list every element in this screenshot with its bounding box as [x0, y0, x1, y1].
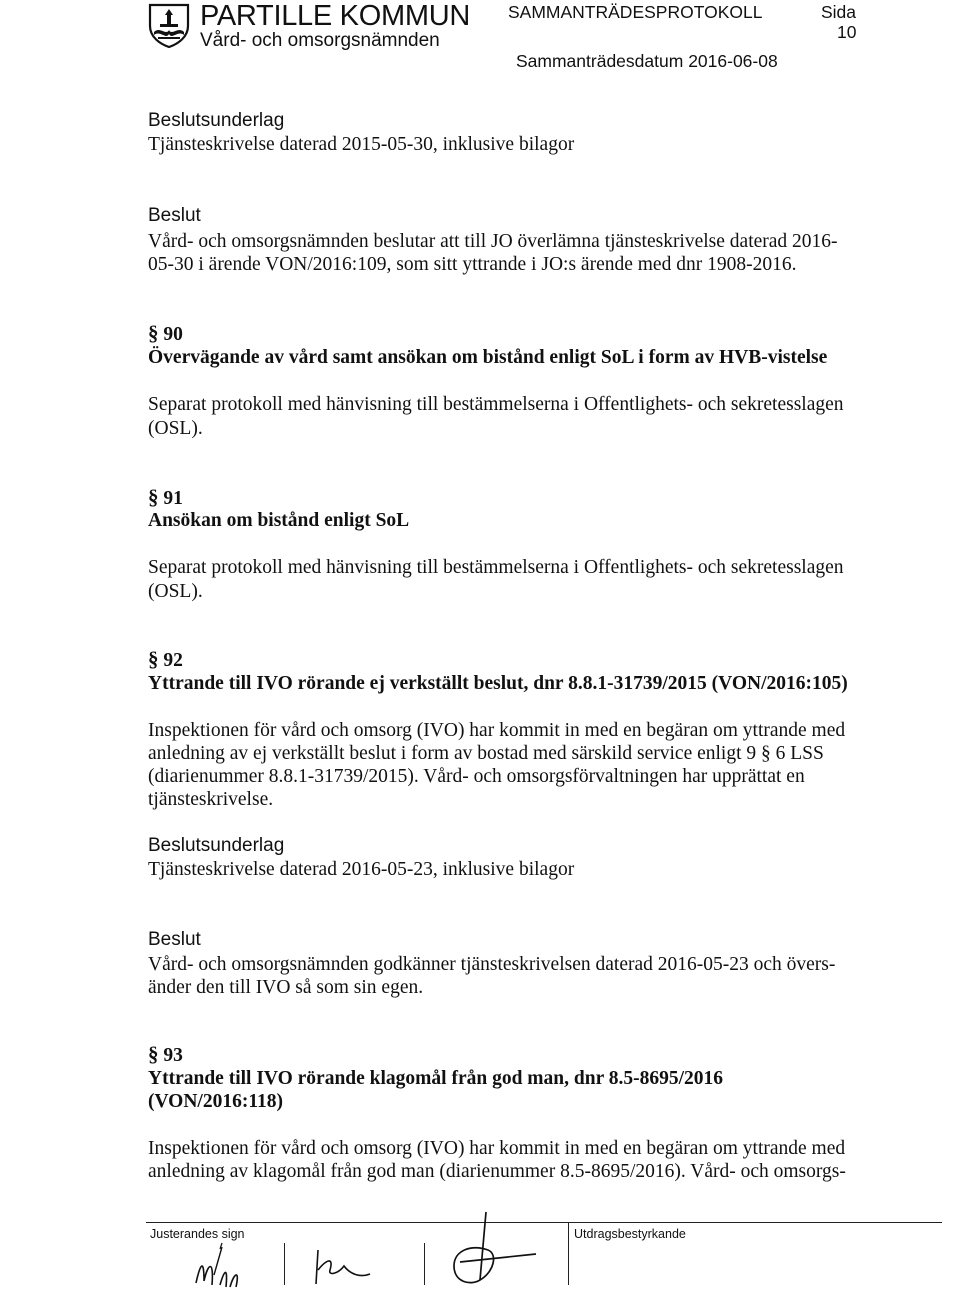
signature-initials-2: [310, 1240, 380, 1290]
section-title: (VON/2016:118): [148, 1091, 284, 1112]
section-number: [148, 648, 183, 672]
section-text-line: (diarienummer 8.8.1-31739/2015). Vård- och omsorgsförvaltningen har upprättat en: [148, 766, 805, 787]
section-title: Övervägande av vård samt ansökan om bistånd enligt SoL i form av HVB-vistelse: [148, 347, 828, 368]
basis-heading: Beslutsunderlag: [148, 835, 285, 856]
signature-initials-1: [190, 1235, 260, 1291]
signature-initials-3: [440, 1210, 540, 1292]
section-number-value: 91: [163, 488, 183, 509]
meeting-date-value: 2016-06-08: [688, 51, 778, 71]
decision-line: Vård- och omsorgsnämnden godkänner tjänsteskrivelsen daterad 2016-05-23 och övers-: [148, 954, 836, 975]
basis-text: Tjänsteskrivelse daterad 2016-05-23, inklusive bilagor: [148, 859, 575, 880]
section-number: [148, 322, 183, 346]
section-text-line: tjänsteskrivelse.: [148, 789, 274, 810]
section-text-line: (OSL).: [148, 418, 203, 439]
decision-line: Vård- och omsorgsnämnden beslutar att till JO överlämna tjänsteskrivelse daterad 2016-: [148, 231, 838, 252]
document-type: SAMMANTRÄDESPROTOKOLL: [508, 2, 763, 22]
page-label: Sida: [821, 2, 857, 22]
section-text-line: (OSL).: [148, 581, 203, 602]
section-text-line: Separat protokoll med hänvisning till bestämmelserna i Offentlighets- och sekretesslagen: [148, 394, 844, 415]
meeting-date-line: [516, 51, 778, 72]
section-text-line: Inspektionen för vård och omsorg (IVO) har kommit in med en begäran om yttrande med: [148, 1138, 846, 1159]
section-text-line: anledning av ej verkställt beslut i form av bostad med särskild service enligt 9 § 6 LSS: [148, 743, 824, 764]
basis-text: Tjänsteskrivelse daterad 2015-05-30, inklusive bilagor: [148, 134, 575, 155]
paragraph-symbol: §: [148, 485, 159, 509]
signature-separator: [284, 1243, 285, 1285]
decision-heading: Beslut: [148, 929, 201, 950]
section-title: Yttrande till IVO rörande klagomål från god man, dnr 8.5-8695/2016: [148, 1068, 724, 1089]
section-number-value: 90: [163, 324, 183, 345]
footer-divider: [568, 1223, 569, 1285]
section-number-value: 92: [163, 650, 183, 671]
section-title: Ansökan om bistånd enligt SoL: [148, 510, 410, 531]
section-number: [148, 1043, 183, 1067]
paragraph-symbol: §: [148, 1042, 159, 1066]
section-text-line: Separat protokoll med hänvisning till bestämmelserna i Offentlighets- och sekretesslagen: [148, 557, 844, 578]
department-name: Vård- och omsorgsnämnden: [200, 30, 440, 51]
coat-of-arms-logo: [146, 2, 192, 48]
decision-line: 05-30 i ärende VON/2016:109, som sitt yttrande i JO:s ärende med dnr 1908-2016.: [148, 254, 797, 275]
page-number: 10: [837, 22, 857, 42]
section-text-line: anledning av klagomål från god man (diarienummer 8.5-8695/2016). Vård- och omsorgs-: [148, 1161, 846, 1182]
decision-line: änder den till IVO så som sin egen.: [148, 977, 424, 998]
decision-heading: Beslut: [148, 205, 201, 226]
organization-name: PARTILLE KOMMUN: [200, 0, 470, 32]
paragraph-symbol: §: [148, 647, 159, 671]
section-text-line: Inspektionen för vård och omsorg (IVO) har kommit in med en begäran om yttrande med: [148, 720, 846, 741]
signature-separator: [424, 1243, 425, 1285]
paragraph-symbol: §: [148, 321, 159, 345]
footer-rule: [146, 1222, 942, 1223]
section-title: Yttrande till IVO rörande ej verkställt beslut, dnr 8.8.1-31739/2015 (VON/2016:105): [148, 673, 848, 694]
basis-heading: Beslutsunderlag: [148, 110, 285, 131]
meeting-date-label: Sammanträdesdatum: [516, 51, 684, 71]
signatures-label: Justerandes sign: [150, 1227, 245, 1241]
extract-label: Utdragsbestyrkande: [574, 1227, 686, 1241]
section-number: [148, 486, 183, 510]
section-number-value: 93: [163, 1045, 183, 1066]
